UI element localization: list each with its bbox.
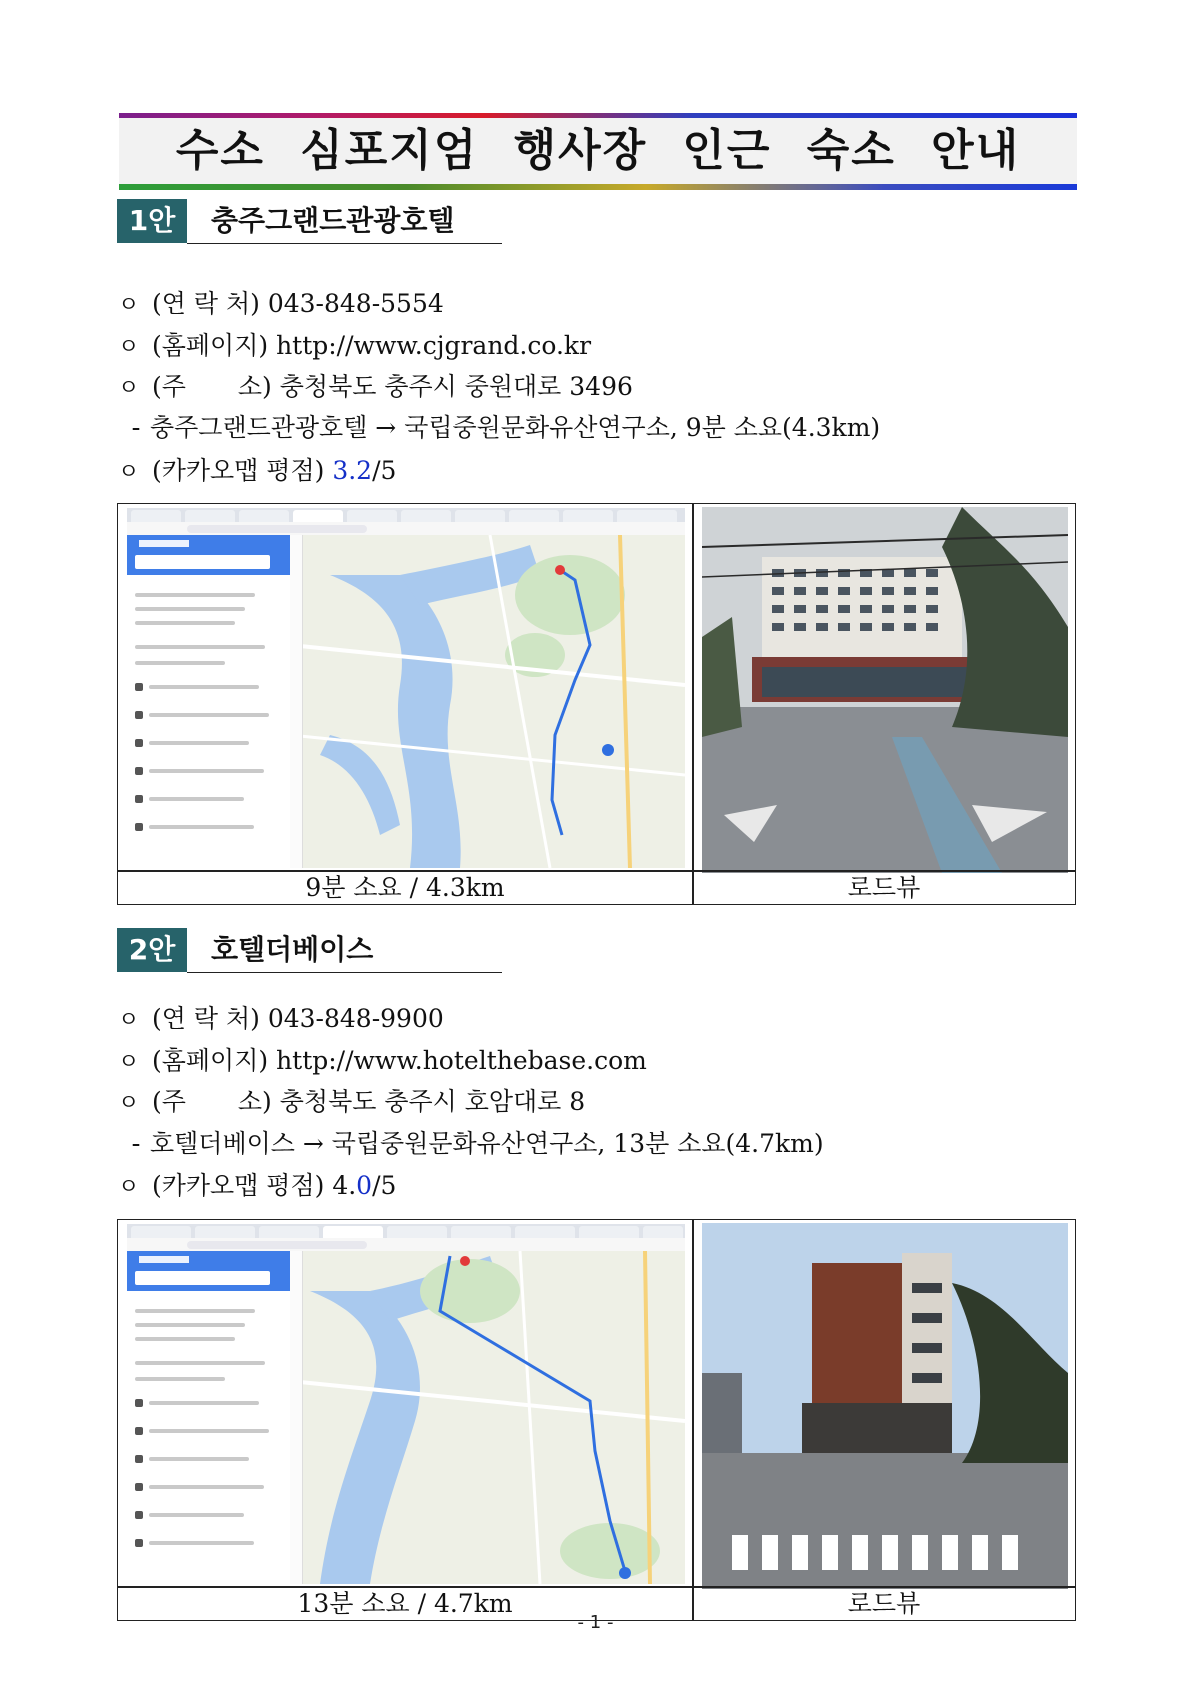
rating-int: 4. [332, 1171, 357, 1200]
address-value: 충청북도 충주시 중원대로 3496 [279, 372, 633, 401]
page-title: 수소 심포지엄 행사장 인근 숙소 안내 [175, 125, 1021, 176]
rating-dec: 0 [356, 1171, 373, 1200]
route-map-image-1 [127, 508, 685, 868]
title-bottom-rule [119, 184, 1077, 190]
contact-line-1 [118, 289, 444, 321]
roadview-photo-1 [702, 507, 1068, 873]
address-line-1 [118, 372, 633, 404]
roadview-caption: 로드뷰 [847, 873, 921, 902]
option-badge: 1안 [117, 199, 187, 243]
homepage-link[interactable]: http://www.cjgrand.co.kr [276, 331, 592, 360]
route-line-1 [122, 413, 880, 443]
bullet: ㅇ [118, 1008, 140, 1033]
homepage-line-1 [118, 331, 591, 363]
roadview-photo-2 [702, 1223, 1068, 1589]
address-line-2 [118, 1087, 585, 1119]
address-label-open: (주 [152, 372, 186, 401]
dash: - [131, 1129, 141, 1158]
homepage-label: (홈페이지) [152, 331, 269, 360]
hotel-name: 호텔더베이스 [211, 933, 374, 966]
hotel-name: 충주그랜드관광호텔 [211, 204, 455, 237]
address-label-open: (주 [152, 1087, 186, 1116]
header-underline [187, 972, 502, 974]
contact-line-2 [118, 1004, 444, 1036]
bullet: ㅇ [118, 1050, 140, 1075]
page-number: - 1 - [577, 1612, 614, 1633]
option-badge: 2안 [117, 928, 187, 972]
contact-value: 043-848-9900 [267, 1004, 444, 1033]
contact-value: 043-848-5554 [267, 289, 444, 318]
map-caption: 13분 소요 / 4.7km [297, 1589, 513, 1618]
section-header-1 [117, 199, 502, 244]
homepage-link[interactable]: http://www.hotelthebase.com [276, 1046, 647, 1075]
roadview-caption: 로드뷰 [847, 1589, 921, 1618]
rating-max: /5 [372, 456, 397, 485]
map-canvas [290, 535, 685, 868]
column-divider [692, 1220, 694, 1620]
bullet: ㅇ [118, 335, 140, 360]
map-canvas [290, 1251, 685, 1584]
homepage-label: (홈페이지) [152, 1046, 269, 1075]
route-line-2 [122, 1129, 824, 1159]
address-label-close: 소) [237, 1087, 272, 1116]
homepage-line-2 [118, 1046, 647, 1078]
dash: - [131, 413, 141, 442]
route-map-image-2 [127, 1224, 685, 1584]
address-label-close: 소) [237, 372, 272, 401]
rating-line-2 [118, 1171, 396, 1203]
contact-label: (연 락 처) [152, 1004, 260, 1033]
image-table-1 [117, 503, 1076, 905]
rating-max: /5 [372, 1171, 397, 1200]
rating-line-1 [118, 456, 396, 488]
contact-label: (연 락 처) [152, 289, 260, 318]
bullet: ㅇ [118, 1175, 140, 1200]
address-value: 충청북도 충주시 호암대로 8 [279, 1087, 586, 1116]
route-text: 충주그랜드관광호텔 → 국립중원문화유산연구소, 9분 소요(4.3km) [150, 413, 881, 442]
rating-label: (카카오맵 평점) [152, 1171, 325, 1200]
column-divider [692, 504, 694, 904]
route-text: 호텔더베이스 → 국립중원문화유산연구소, 13분 소요(4.7km) [150, 1129, 824, 1158]
map-caption: 9분 소요 / 4.3km [305, 873, 505, 902]
image-table-2 [117, 1219, 1076, 1621]
section-header-2 [117, 928, 502, 973]
rating-int: 3. [332, 456, 357, 485]
header-underline [187, 243, 502, 245]
rating-label: (카카오맵 평점) [152, 456, 325, 485]
bullet: ㅇ [118, 293, 140, 318]
rating-dec: 2 [356, 456, 373, 485]
bullet: ㅇ [118, 376, 140, 401]
bullet: ㅇ [118, 460, 140, 485]
bullet: ㅇ [118, 1091, 140, 1116]
title-banner [119, 113, 1077, 190]
